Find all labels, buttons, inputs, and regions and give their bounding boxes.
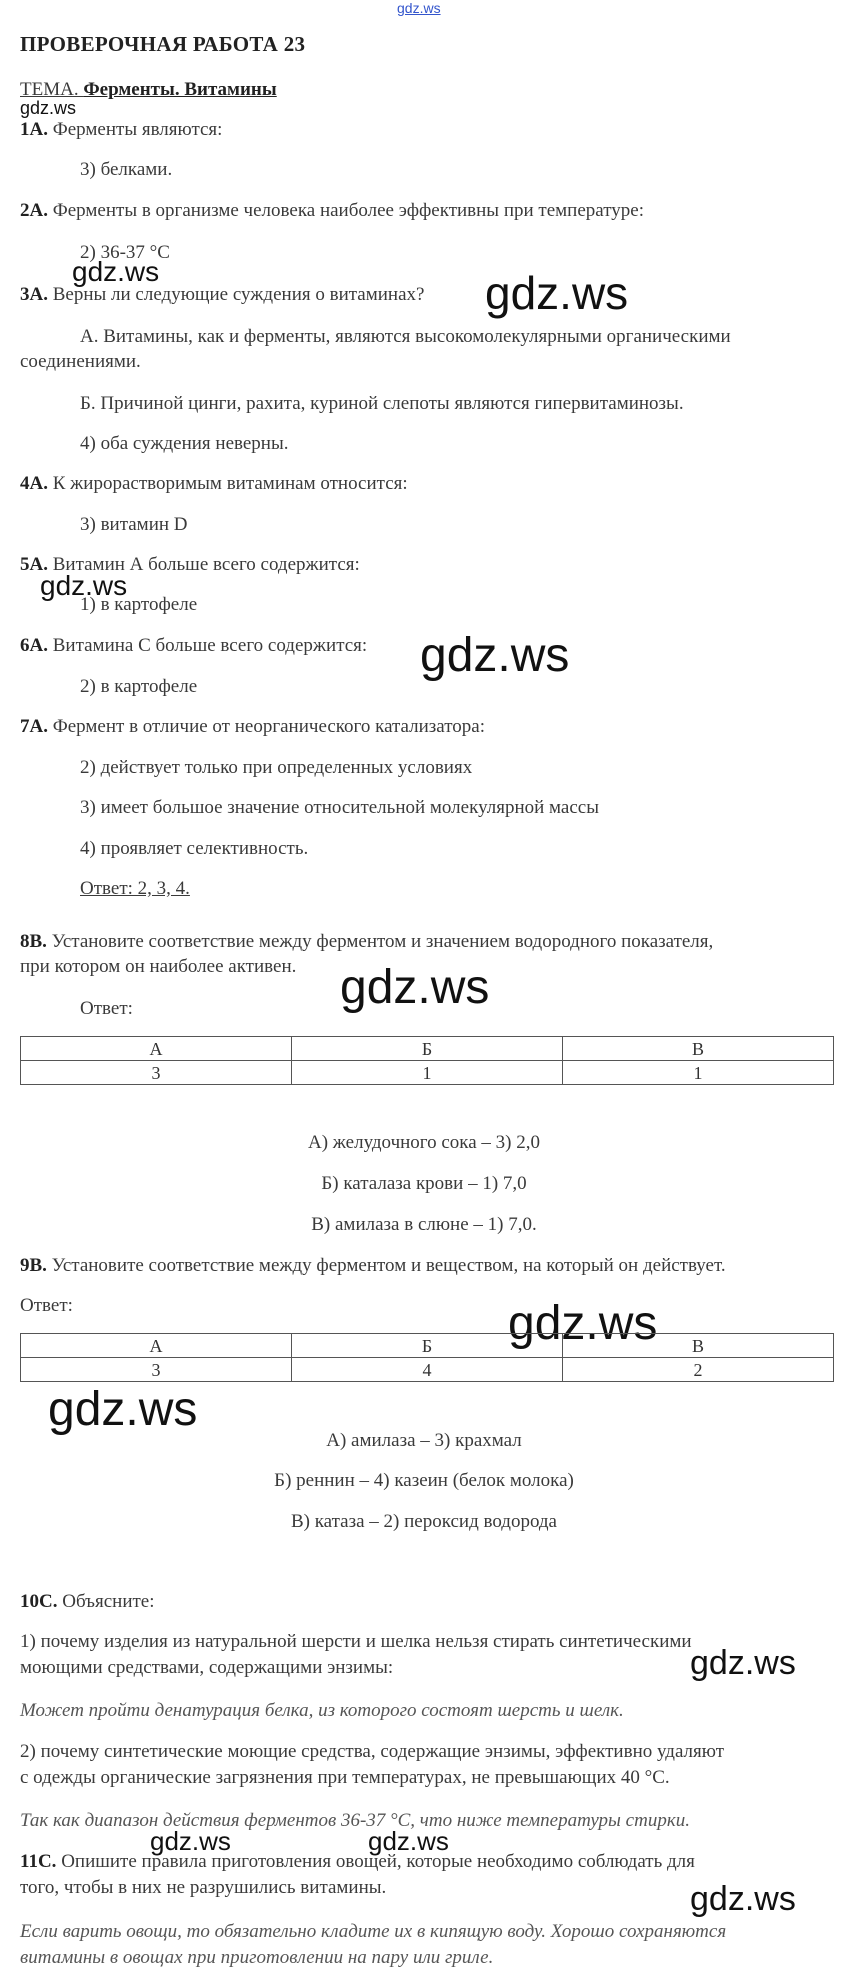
watermark-small: gdz.ws — [368, 1826, 449, 1856]
question-number: 7А. — [20, 716, 48, 737]
table-header-cell: В — [563, 1334, 834, 1358]
statement-b: Б. Причиной цинги, рахита, куриной слепоты являются гипервитаминозы. — [80, 393, 684, 414]
table-header-cell: Б — [292, 1334, 563, 1358]
watermark-large: gdz.ws — [48, 1383, 198, 1436]
watermark-medium: gdz.ws — [690, 1644, 796, 1682]
question-number: 1А. — [20, 119, 48, 140]
question-8-line2: при котором он наиболее активен. — [20, 956, 297, 977]
question-text: Витамин А больше всего содержится: — [47, 554, 360, 575]
answer-7: Ответ: 2, 3, 4. — [80, 878, 190, 899]
match-8-b: Б) каталаза крови – 1) 7,0 — [321, 1173, 527, 1194]
q10-part1-line1: 1) почему изделия из натуральной шерсти и шелка нельзя стирать синтетическими — [20, 1631, 692, 1652]
table-header-row — [21, 1334, 834, 1358]
answer-label-9: Ответ: — [20, 1295, 73, 1316]
question-text: Установите соответствие между ферментом и веществом, на который он действует. — [46, 1255, 726, 1276]
table-header-cell: Б — [292, 1037, 563, 1061]
match-9-c: В) катаза – 2) пероксид водорода — [290, 1511, 557, 1532]
table-cell: 4 — [292, 1358, 563, 1382]
answer-1: 3) белками. — [80, 159, 173, 180]
table-header-row — [21, 1037, 834, 1061]
watermark-large: gdz.ws — [508, 1297, 658, 1350]
q11-answer-line2: витамины в овощах при приготовлении на пару или гриле. — [20, 1947, 494, 1968]
question-number: 9В. — [20, 1255, 47, 1276]
watermark-small: gdz.ws — [20, 98, 77, 118]
answer-table-9 — [20, 1333, 834, 1382]
question-text: Фермент в отличие от неорганического катализатора: — [47, 716, 486, 737]
question-text: Витамина С больше всего содержится: — [47, 635, 368, 656]
match-8-c: В) амилаза в слюне – 1) 7,0. — [311, 1214, 537, 1235]
table-row — [21, 1358, 834, 1382]
q11-answer-line1: Если варить овощи, то обязательно кладите их в кипящую воду. Хорошо сохраняются — [20, 1921, 727, 1942]
table-row — [21, 1061, 834, 1085]
answer-label-8: Ответ: — [80, 998, 133, 1019]
watermark-small: gdz.ws — [150, 1826, 231, 1856]
option-2: 2) действует только при определенных условиях — [80, 757, 473, 778]
question-7 — [20, 715, 485, 739]
match-9-a: А) амилаза – 3) крахмал — [326, 1430, 522, 1451]
page-title: ПРОВЕРОЧНАЯ РАБОТА 23 — [20, 32, 306, 56]
question-number: 4А. — [20, 473, 48, 494]
option-4: 4) проявляет селективность. — [80, 838, 309, 859]
watermark-medium: gdz.ws — [690, 1880, 796, 1918]
answer-2: 2) 36-37 °С — [80, 242, 170, 263]
question-number: 5А. — [20, 554, 48, 575]
question-6 — [20, 634, 367, 658]
table-header-cell: А — [21, 1037, 292, 1061]
table-cell: 1 — [292, 1061, 563, 1085]
table-cell: 3 — [21, 1358, 292, 1382]
match-8-a: А) желудочного сока – 3) 2,0 — [308, 1132, 540, 1153]
topic-name: Ферменты. Витамины — [83, 79, 277, 100]
q10-part2-line1: 2) почему синтетические моющие средства, содержащие энзимы, эффективно удаляют — [20, 1741, 725, 1762]
question-text: Верны ли следующие суждения о витаминах? — [47, 284, 425, 305]
statement-a-line2: соединениями. — [20, 351, 141, 372]
question-text: Установите соответствие между ферментом и значением водородного показателя, — [46, 931, 714, 952]
question-9 — [20, 1254, 726, 1278]
question-3 — [20, 283, 424, 307]
question-number: 3А. — [20, 284, 48, 305]
answer-6: 2) в картофеле — [80, 676, 198, 697]
question-number: 11С. — [20, 1851, 57, 1872]
answer-4: 3) витамин D — [80, 514, 188, 535]
match-9-b: Б) реннин – 4) казеин (белок молока) — [274, 1470, 574, 1491]
topic-prefix: ТЕМА. — [20, 79, 84, 100]
watermark-top[interactable]: gdz.ws — [397, 0, 441, 16]
question-number: 10С. — [20, 1591, 58, 1612]
question-number: 6А. — [20, 635, 48, 656]
question-11-line2: того, чтобы в них не разрушились витамины. — [20, 1877, 387, 1898]
question-text: Ферменты являются: — [47, 119, 223, 140]
question-10 — [20, 1590, 155, 1614]
watermark-large: gdz.ws — [420, 629, 570, 682]
question-2 — [20, 199, 644, 223]
table-cell: 1 — [563, 1061, 834, 1085]
table-header-cell: А — [21, 1334, 292, 1358]
q10-answer-1: Может пройти денатурация белка, из которого состоят шерсть и шелк. — [20, 1700, 624, 1721]
statement-a-line1: А. Витамины, как и ферменты, являются высокомолекулярными органическими — [80, 326, 731, 347]
option-3: 3) имеет большое значение относительной молекулярной массы — [80, 797, 599, 818]
question-4 — [20, 472, 408, 496]
question-1 — [20, 118, 222, 142]
question-number: 8В. — [20, 931, 47, 952]
q10-part1-line2: моющими средствами, содержащими энзимы: — [20, 1657, 394, 1678]
question-number: 2А. — [20, 200, 48, 221]
q10-answer-2: Так как диапазон действия ферментов 36-37 °С, что ниже температуры стирки. — [20, 1810, 690, 1831]
question-text: К жирорастворимым витаминам относится: — [47, 473, 408, 494]
question-text: Опишите правила приготовления овощей, которые необходимо соблюдать для — [56, 1851, 695, 1872]
question-11 — [20, 1850, 695, 1874]
question-text: Объясните: — [57, 1591, 155, 1612]
table-cell: 3 — [21, 1061, 292, 1085]
answer-5: 1) в картофеле — [80, 594, 198, 615]
q10-part2-line2: с одежды органические загрязнения при температурах, не превышающих 40 °С. — [20, 1767, 670, 1788]
answer-3: 4) оба суждения неверны. — [80, 433, 289, 454]
watermark-large: gdz.ws — [485, 267, 629, 319]
table-cell: 2 — [563, 1358, 834, 1382]
question-text: Ферменты в организме человека наиболее эффективны при температуре: — [47, 200, 644, 221]
watermark-large: gdz.ws — [340, 961, 490, 1014]
watermark-small: gdz.ws — [40, 570, 128, 601]
table-header-cell: В — [563, 1037, 834, 1061]
answer-table-8 — [20, 1036, 834, 1085]
question-8 — [20, 930, 713, 954]
watermark-small: gdz.ws — [72, 256, 160, 287]
